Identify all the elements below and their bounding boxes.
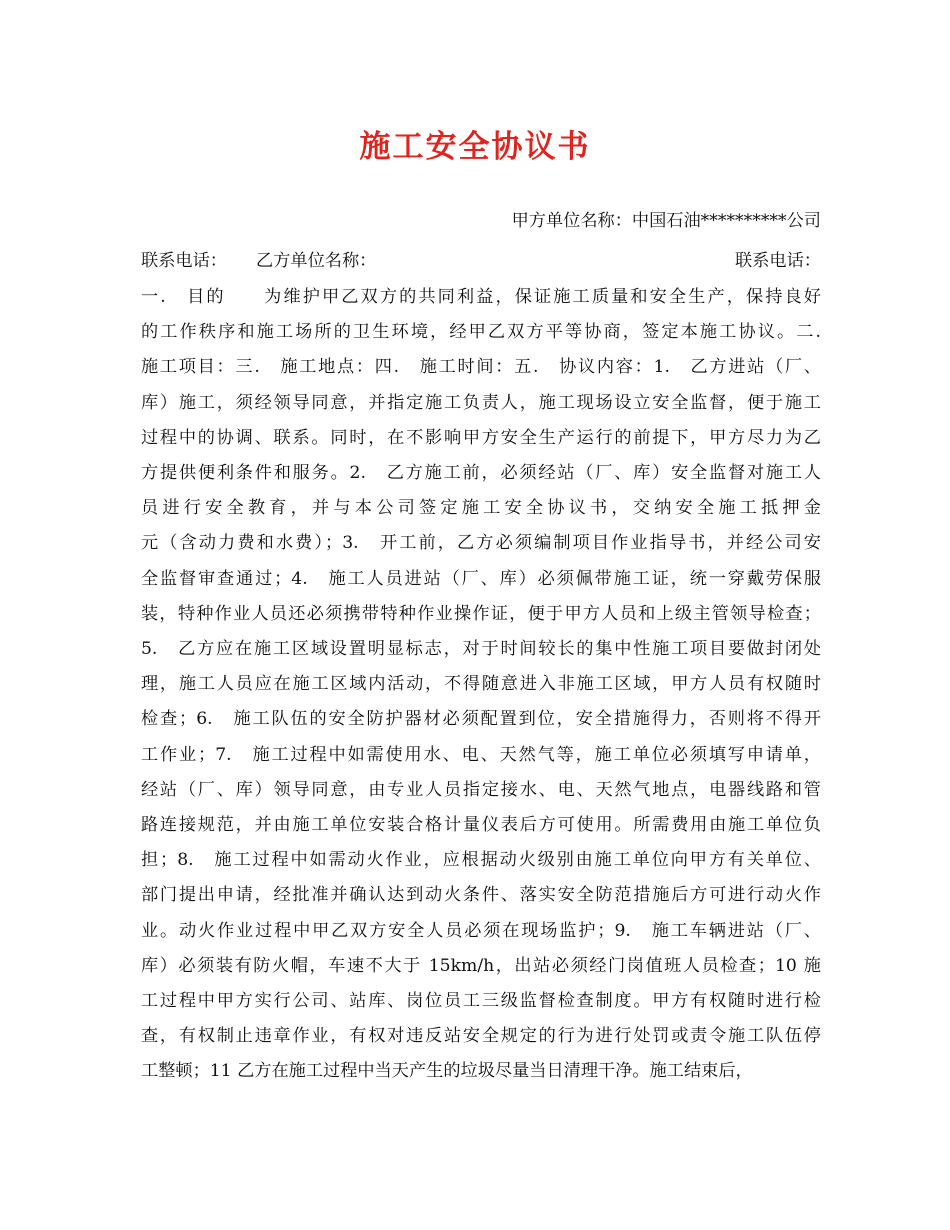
body-text-line: 元（含动力费和水费）；3. 开工前，乙方必须编制项目作业指导书，并经公司安: [141, 533, 821, 553]
body-text-line: 装，特种作业人员还必须携带特种作业操作证，便于甲方人员和上级主管领导检查；: [141, 604, 821, 624]
body-text-line: 施工项目：三. 施工地点：四. 施工时间：五. 协议内容：1. 乙方进站（厂、: [141, 357, 821, 377]
document-title: 施工安全协议书: [359, 129, 591, 165]
body-text-line: 担；8. 施工过程中如需动火作业，应根据动火级别由施工单位向甲方有关单位、: [141, 850, 821, 870]
body-text-line: 工整顿；11 乙方在施工过程中当天产生的垃圾尽量当日清理干净。施工结束后，: [141, 1061, 753, 1081]
body-text-line: 库）施工，须经领导同意，并指定施工负责人，施工现场设立安全监督，便于施工: [141, 393, 821, 413]
body-text-line: 全监督审查通过；4. 施工人员进站（厂、库）必须佩带施工证，统一穿戴劳保服: [141, 569, 821, 589]
body-text-line: 的工作秩序和施工场所的卫生环境，经甲乙双方平等协商，签定本施工协议。二.: [141, 322, 821, 342]
body-text-line: 工作业；7. 施工过程中如需使用水、电、天然气等，施工单位必须填写申请单，: [141, 745, 821, 765]
body-text-line: 查，有权制止违章作业，有权对违反站安全规定的行为进行处罚或责令施工队伍停: [141, 1026, 821, 1046]
contact-row: [141, 244, 821, 278]
body-text-line: 过程中的协调、联系。同时，在不影响甲方安全生产运行的前提下，甲方尽力为乙: [141, 428, 821, 448]
body-text-line: 方提供便利条件和服务。2. 乙方施工前，必须经站（厂、库）安全监督对施工人: [141, 463, 821, 483]
body-text-line: 路连接规范，并由施工单位安装合格计量仪表后方可使用。所需费用由施工单位负: [141, 815, 821, 835]
body-text-line: 一. 目的 为维护甲乙双方的共同利益，保证施工质量和安全生产，保持良好: [141, 287, 821, 307]
party-b-phone-label: 联系电话：: [735, 251, 821, 271]
party-a-phone-label: 联系电话：: [141, 251, 227, 271]
party-a-name-line: 甲方单位名称：中国石油**********公司: [511, 211, 821, 231]
body-text-line: 工过程中甲方实行公司、站库、岗位员工三级监督检查制度。甲方有权随时进行检: [141, 991, 821, 1011]
body-text-line: 部门提出申请，经批准并确认达到动火条件、落实安全防范措施后方可进行动火作: [141, 885, 821, 905]
body-text-line: 业。动火作业过程中甲乙双方安全人员必须在现场监护；9. 施工车辆进站（厂、: [141, 921, 821, 941]
party-b-name-label: 乙方单位名称：: [256, 251, 377, 271]
body-text-line: 经站（厂、库）领导同意，由专业人员指定接水、电、天然气地点，电器线路和管: [141, 780, 821, 800]
body-text-line: 理，施工人员应在施工区域内活动，不得随意进入非施工区域，甲方人员有权随时: [141, 674, 821, 694]
body-text-line: 库）必须装有防火帽，车速不大于 15km/h，出站必须经门岗值班人员检查；10 施: [141, 956, 821, 976]
body-text-line: 员进行安全教育，并与本公司签定施工安全协议书，交纳安全施工抵押金: [141, 498, 821, 518]
body-text-line: 5. 乙方应在施工区域设置明显标志，对于时间较长的集中性施工项目要做封闭处: [141, 639, 821, 659]
body-text-line: 检查；6. 施工队伍的安全防护器材必须配置到位，安全措施得力，否则将不得开: [141, 709, 821, 729]
